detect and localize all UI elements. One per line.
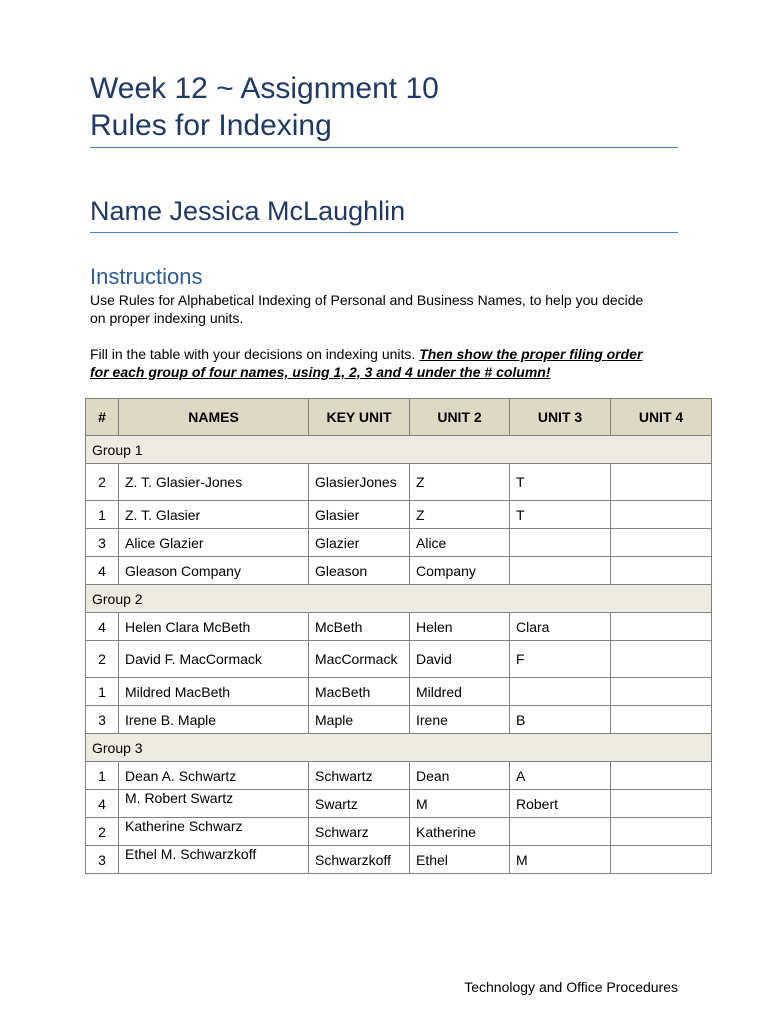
table-row <box>86 818 712 846</box>
table-header-row <box>86 399 712 436</box>
instructions-emphasis-text: Then show the proper filing order for each group of four names, using 1, 2, 3 and 4 under the # column! <box>90 346 643 380</box>
cell-unit-3[interactable] <box>510 818 611 846</box>
table-row <box>86 846 712 874</box>
cell-number[interactable]: 1 <box>86 678 119 706</box>
header-key-unit: KEY UNIT <box>309 399 410 436</box>
cell-number[interactable]: 4 <box>86 613 119 641</box>
cell-unit-3[interactable] <box>510 529 611 557</box>
cell-unit-3[interactable]: A <box>510 762 611 790</box>
group-label: Group 2 <box>86 585 712 613</box>
cell-unit-2[interactable]: Irene <box>410 706 510 734</box>
group-row <box>86 436 712 464</box>
cell-key-unit[interactable]: Glasier <box>309 501 410 529</box>
table-row <box>86 762 712 790</box>
cell-unit-4[interactable] <box>611 613 712 641</box>
cell-key-unit[interactable]: Schwarz <box>309 818 410 846</box>
table-row <box>86 529 712 557</box>
cell-unit-3[interactable]: M <box>510 846 611 874</box>
cell-key-unit[interactable]: Swartz <box>309 790 410 818</box>
cell-name: M. Robert Swartz <box>119 790 309 818</box>
instructions-paragraph-1: Use Rules for Alphabetical Indexing of Personal and Business Names, to help you decide on proper indexing units. <box>90 292 644 326</box>
table-row <box>86 641 712 678</box>
instructions-heading: Instructions <box>90 264 203 289</box>
cell-unit-2[interactable]: Dean <box>410 762 510 790</box>
cell-name: Ethel M. Schwarzkoff <box>119 846 309 874</box>
cell-unit-2[interactable]: M <box>410 790 510 818</box>
cell-number[interactable]: 2 <box>86 464 119 501</box>
cell-unit-3[interactable]: F <box>510 641 611 678</box>
cell-unit-2[interactable]: Alice <box>410 529 510 557</box>
cell-unit-4[interactable] <box>611 818 712 846</box>
table-row <box>86 706 712 734</box>
cell-unit-2[interactable]: Katherine <box>410 818 510 846</box>
cell-number[interactable]: 1 <box>86 762 119 790</box>
header-unit-2: UNIT 2 <box>410 399 510 436</box>
table-row <box>86 613 712 641</box>
cell-name: Mildred MacBeth <box>119 678 309 706</box>
cell-unit-2[interactable]: David <box>410 641 510 678</box>
cell-unit-4[interactable] <box>611 501 712 529</box>
cell-key-unit[interactable]: MacCormack <box>309 641 410 678</box>
cell-name: Katherine Schwarz <box>119 818 309 846</box>
cell-number[interactable]: 4 <box>86 557 119 585</box>
table-row <box>86 790 712 818</box>
instructions-plain-text: Fill in the table with your decisions on indexing units. <box>90 346 420 362</box>
title-line-1: Week 12 ~ Assignment 10 <box>90 72 439 105</box>
cell-key-unit[interactable]: Schwartz <box>309 762 410 790</box>
cell-name: Alice Glazier <box>119 529 309 557</box>
cell-key-unit[interactable]: Maple <box>309 706 410 734</box>
cell-number[interactable]: 1 <box>86 501 119 529</box>
cell-number[interactable]: 2 <box>86 641 119 678</box>
cell-key-unit[interactable]: GlasierJones <box>309 464 410 501</box>
cell-unit-4[interactable] <box>611 846 712 874</box>
cell-key-unit[interactable]: MacBeth <box>309 678 410 706</box>
table-row <box>86 557 712 585</box>
cell-unit-4[interactable] <box>611 464 712 501</box>
cell-name: Z. T. Glasier-Jones <box>119 464 309 501</box>
cell-unit-3[interactable] <box>510 678 611 706</box>
cell-unit-4[interactable] <box>611 790 712 818</box>
cell-unit-3[interactable] <box>510 557 611 585</box>
title-line-2: Rules for Indexing <box>90 109 332 142</box>
name-divider <box>90 232 678 233</box>
cell-unit-3[interactable]: B <box>510 706 611 734</box>
cell-unit-4[interactable] <box>611 678 712 706</box>
cell-unit-2[interactable]: Mildred <box>410 678 510 706</box>
group-row <box>86 734 712 762</box>
group-label: Group 1 <box>86 436 712 464</box>
group-label: Group 3 <box>86 734 712 762</box>
cell-unit-3[interactable]: Robert <box>510 790 611 818</box>
header-number: # <box>86 399 119 436</box>
cell-unit-3[interactable]: Clara <box>510 613 611 641</box>
cell-unit-4[interactable] <box>611 641 712 678</box>
cell-key-unit[interactable]: Glazier <box>309 529 410 557</box>
table-row <box>86 501 712 529</box>
cell-key-unit[interactable]: McBeth <box>309 613 410 641</box>
header-names: NAMES <box>119 399 309 436</box>
cell-name: Helen Clara McBeth <box>119 613 309 641</box>
cell-number[interactable]: 3 <box>86 529 119 557</box>
cell-number[interactable]: 2 <box>86 818 119 846</box>
student-name: Name Jessica McLaughlin <box>90 196 406 226</box>
document-title <box>90 70 439 144</box>
cell-key-unit[interactable]: Gleason <box>309 557 410 585</box>
table-row <box>86 678 712 706</box>
page-footer: Technology and Office Procedures <box>464 979 678 995</box>
header-unit-3: UNIT 3 <box>510 399 611 436</box>
cell-unit-2[interactable]: Helen <box>410 613 510 641</box>
header-unit-4: UNIT 4 <box>611 399 712 436</box>
cell-unit-2[interactable]: Company <box>410 557 510 585</box>
table-row <box>86 464 712 501</box>
cell-name: Dean A. Schwartz <box>119 762 309 790</box>
cell-unit-4[interactable] <box>611 762 712 790</box>
cell-number[interactable]: 4 <box>86 790 119 818</box>
cell-unit-4[interactable] <box>611 529 712 557</box>
cell-unit-3[interactable]: T <box>510 464 611 501</box>
cell-unit-2[interactable]: Z <box>410 464 510 501</box>
cell-number[interactable]: 3 <box>86 846 119 874</box>
cell-name: Z. T. Glasier <box>119 501 309 529</box>
cell-unit-4[interactable] <box>611 706 712 734</box>
cell-name: David F. MacCormack <box>119 641 309 678</box>
cell-number[interactable]: 3 <box>86 706 119 734</box>
cell-key-unit[interactable]: Schwarzkoff <box>309 846 410 874</box>
cell-unit-4[interactable] <box>611 557 712 585</box>
cell-unit-2[interactable]: Ethel <box>410 846 510 874</box>
cell-unit-2[interactable]: Z <box>410 501 510 529</box>
group-row <box>86 585 712 613</box>
cell-name: Gleason Company <box>119 557 309 585</box>
indexing-table <box>85 398 712 874</box>
title-divider <box>90 147 678 148</box>
instructions-paragraph-2 <box>90 345 650 381</box>
cell-unit-3[interactable]: T <box>510 501 611 529</box>
cell-name: Irene B. Maple <box>119 706 309 734</box>
